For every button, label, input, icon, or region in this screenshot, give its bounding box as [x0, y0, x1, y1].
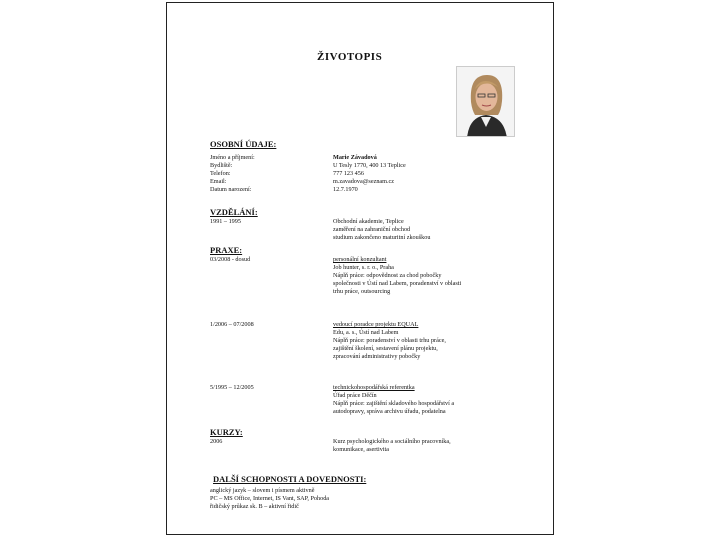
- personal-heading: OSOBNÍ ÚDAJE:: [210, 139, 277, 149]
- label-phone: Telefon:: [210, 170, 231, 177]
- value-email: m.zavadova@seznam.cz: [333, 178, 395, 185]
- profile-photo: [456, 66, 515, 137]
- job-period: 1/2006 – 07/2008: [210, 321, 254, 328]
- job-line: trhu práce, outsourcing: [333, 288, 391, 295]
- cv-page: [166, 2, 554, 535]
- courses-line: Kurz psychologického a sociálního pracovníka,: [333, 438, 451, 445]
- label-address: Bydliště:: [210, 162, 233, 169]
- job-line: zajištění školení, sestavení plánu projektu,: [333, 345, 438, 352]
- job-line: Náplň práce: zajištění skladového hospodářství a: [333, 400, 455, 407]
- job-line: společnosti v Ústí nad Labem, poradenství v oblasti: [333, 280, 462, 287]
- portrait-image: [457, 67, 515, 137]
- job-line: Úřad práce Děčín: [333, 392, 377, 399]
- practice-heading: PRAXE:: [210, 245, 243, 255]
- job-line: Job hunter, s. r. o., Praha: [333, 264, 394, 271]
- education-heading: VZDĚLÁNÍ:: [210, 207, 258, 217]
- education-line: zaměření na zahraniční obchod: [333, 226, 411, 233]
- job-line: Edu, a. s., Ústí nad Labem: [333, 329, 399, 336]
- page-title: ŽIVOTOPIS: [317, 51, 383, 63]
- courses-year: 2006: [210, 438, 223, 445]
- job-position: personální konzultant: [333, 256, 387, 263]
- job-period: 5/1995 – 12/2005: [210, 384, 254, 391]
- education-period: 1991 – 1995: [210, 218, 241, 225]
- job-position: vedoucí poradce projektu EQUAL: [333, 321, 419, 328]
- label-birthdate: Datum narození:: [210, 186, 252, 193]
- job-position: technickohospodářská referentka: [333, 384, 415, 391]
- job-line: zpracování administrativy pobočky: [333, 353, 421, 360]
- job-line: Náplň práce: odpovědnost za chod pobočky: [333, 272, 442, 279]
- education-line: studium zakončeno maturitní zkouškou: [333, 234, 431, 241]
- courses-line: komunikace, asertivita: [333, 446, 390, 453]
- label-email: Email:: [210, 178, 227, 185]
- skills-line: anglický jazyk – slovem i písmem aktivně: [210, 487, 315, 494]
- job-line: autodopravy, správa archivu úřadu, podatelna: [333, 408, 446, 415]
- education-line: Obchodní akademie, Teplice: [333, 218, 404, 225]
- label-name: Jméno a příjmení:: [210, 154, 255, 161]
- job-period: 03/2008 - dosud: [210, 256, 251, 263]
- value-name: Marie Závadová: [333, 154, 377, 161]
- job-line: Náplň práce: poradenství v oblasti trhu práce,: [333, 337, 446, 344]
- value-address: U Tesly 1770, 400 13 Teplice: [333, 162, 406, 169]
- skills-line: řidičský průkaz sk. B – aktivní řidič: [210, 503, 299, 510]
- courses-heading: KURZY:: [210, 427, 243, 437]
- skills-heading: DALŠÍ SCHOPNOSTI A DOVEDNOSTI:: [213, 474, 367, 484]
- value-birthdate: 12.7.1970: [333, 186, 358, 193]
- skills-line: PC – MS Office, Internet, IS Vant, SAP, Pohoda: [210, 495, 330, 502]
- value-phone: 777 123 456: [333, 170, 364, 177]
